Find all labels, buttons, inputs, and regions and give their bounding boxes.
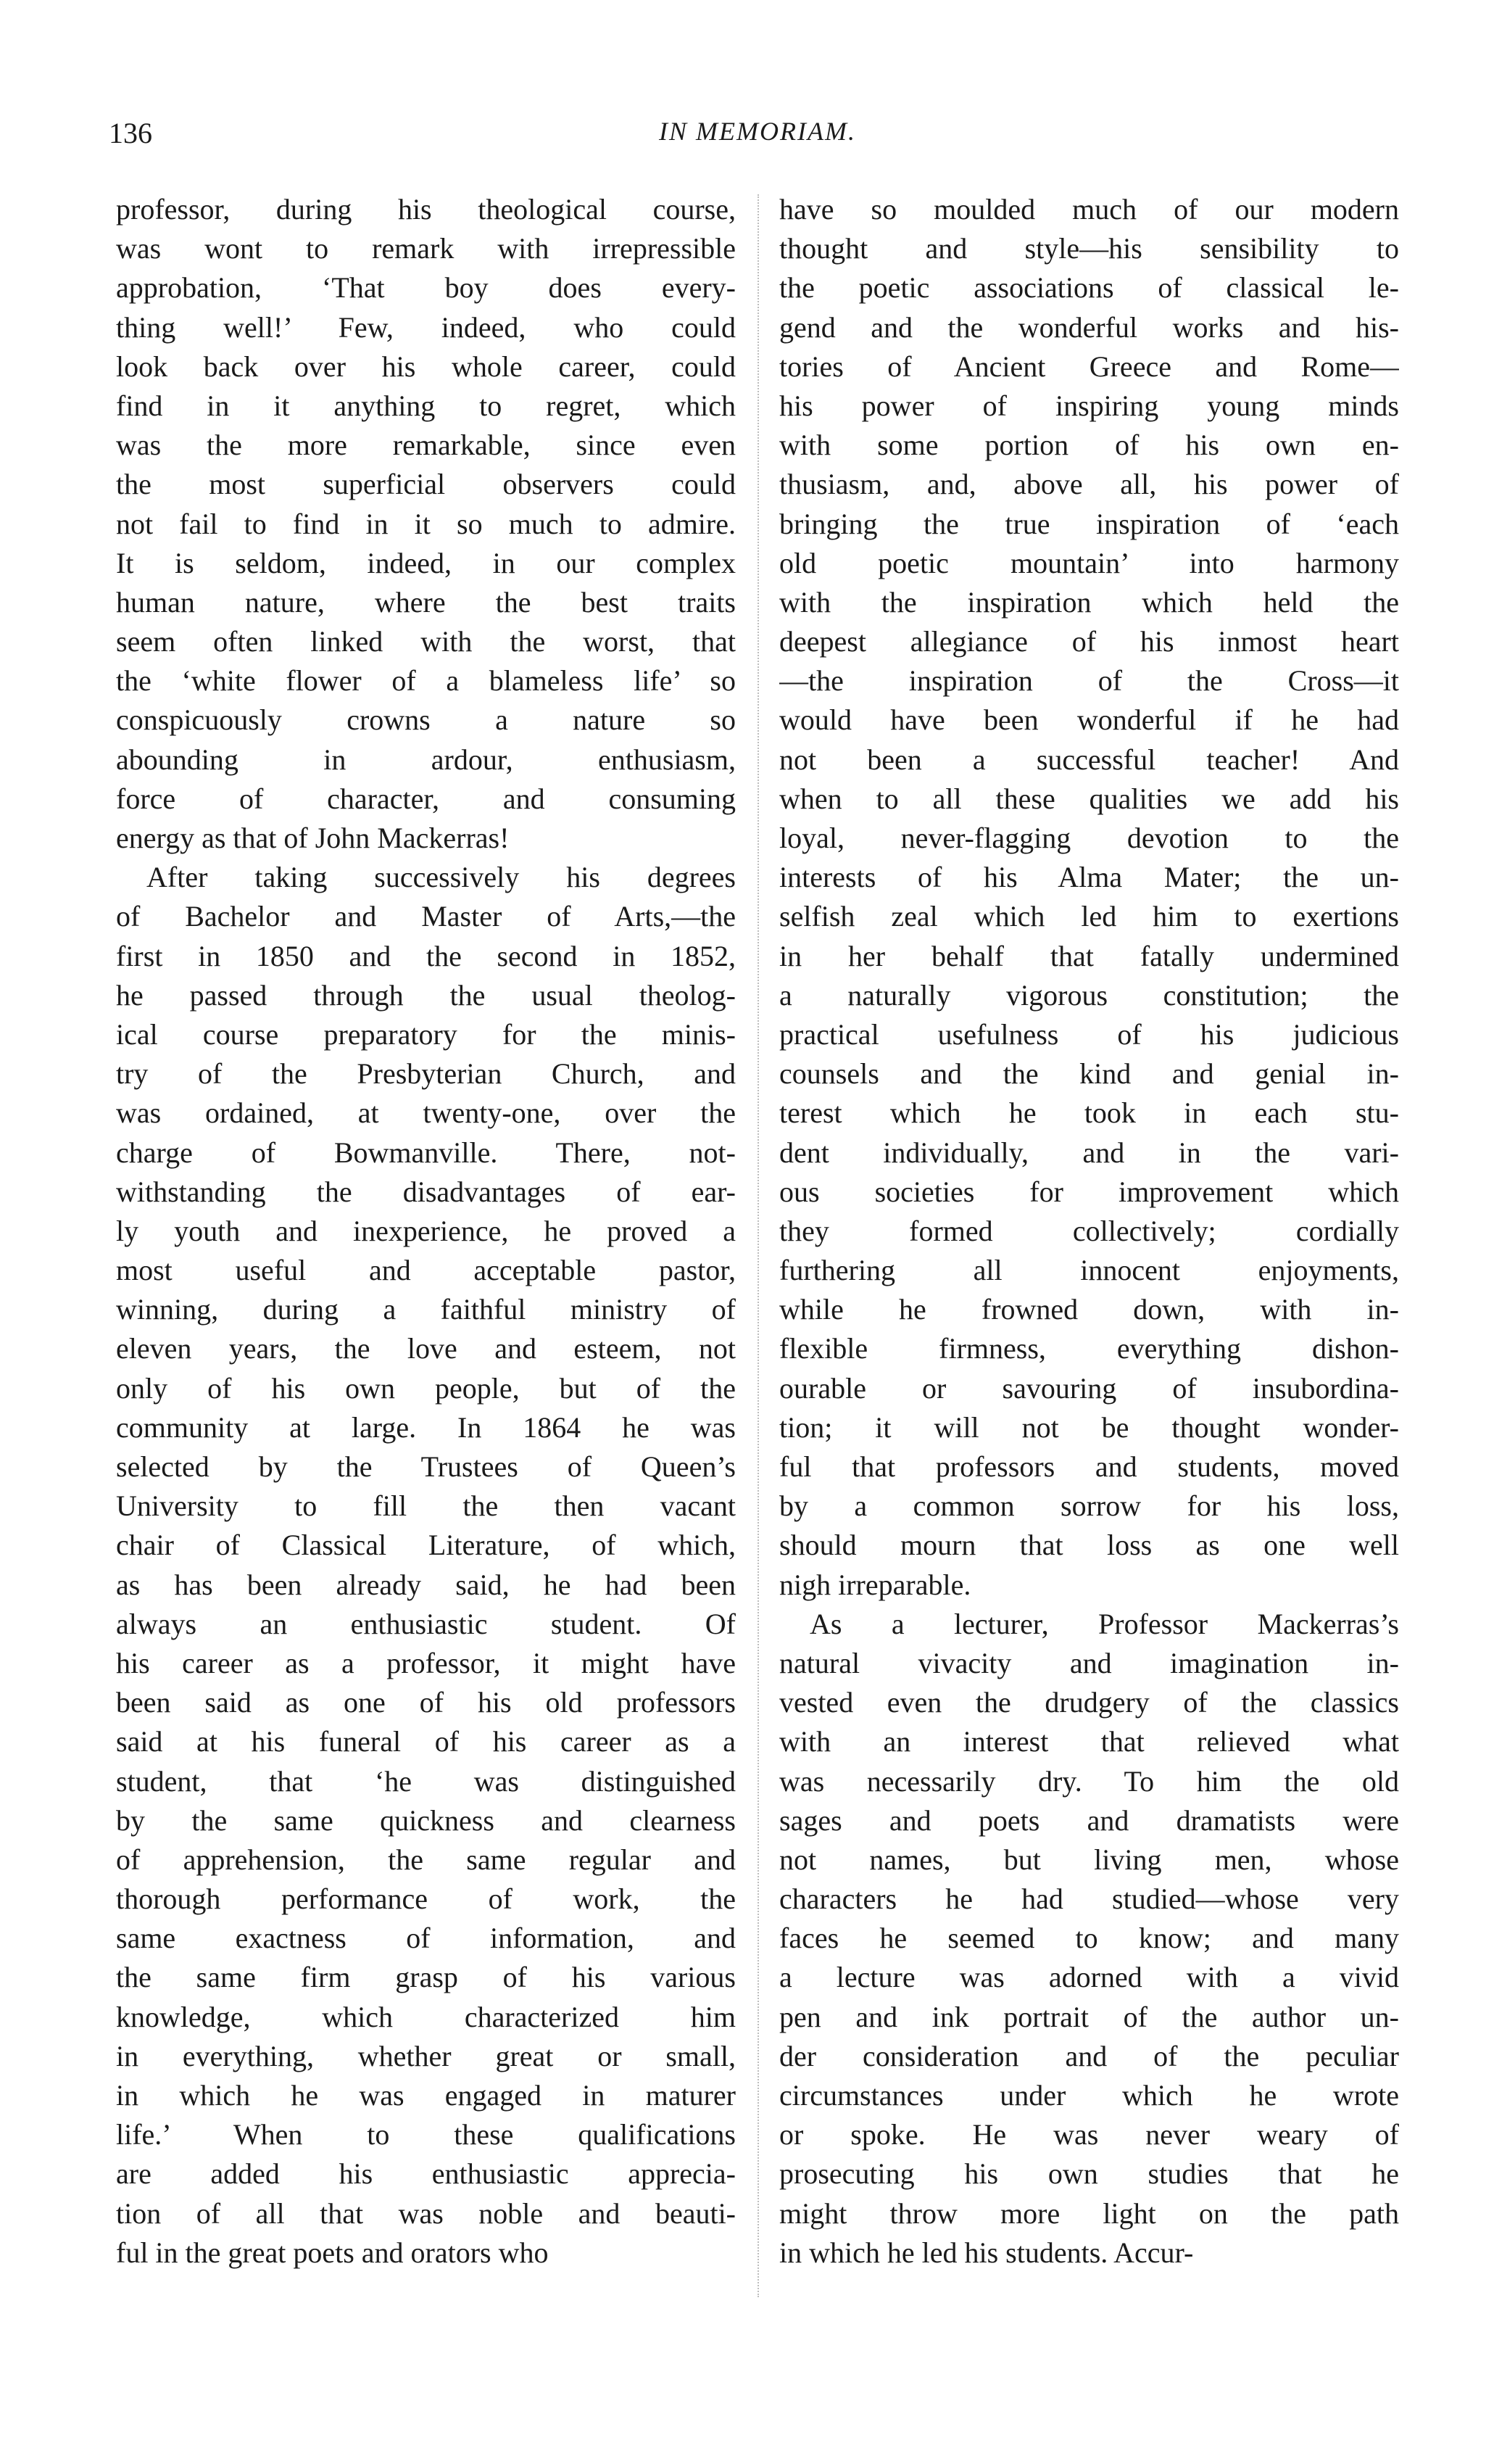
text-line: eleven years, the love and esteem, not <box>116 1332 736 1365</box>
text-line: abounding in ardour, enthusiasm, <box>116 743 736 776</box>
text-line: tories of Ancient Greece and Rome— <box>779 350 1399 383</box>
text-line: are added his enthusiastic apprecia- <box>116 2157 736 2191</box>
text-line: while he frowned down, with in- <box>779 1293 1399 1326</box>
text-line: in her behalf that fatally undermined <box>779 939 1399 972</box>
text-line: as has been already said, he had been <box>116 1568 736 1601</box>
text-line: of apprehension, the same regular and <box>116 1843 736 1876</box>
text-line: would have been wonderful if he had <box>779 703 1399 737</box>
text-line: ful that professors and students, moved <box>779 1450 1399 1483</box>
text-line: ical course preparatory for the minis- <box>116 1017 736 1051</box>
text-line: should mourn that loss as one well <box>779 1529 1399 1562</box>
text-line: his career as a professor, it might have <box>116 1646 736 1679</box>
text-line: said at his funeral of his career as a <box>116 1725 736 1758</box>
text-line: student, that ‘he was distinguished <box>116 1764 736 1798</box>
text-line: —the inspiration of the Cross—it <box>779 664 1399 698</box>
column-divider <box>758 194 759 2297</box>
text-line: they formed collectively; cordially <box>779 1214 1399 1247</box>
text-line: same exactness of information, and <box>116 1922 736 1955</box>
text-line: was necessarily dry. To him the old <box>779 1764 1399 1798</box>
text-line: faces he seemed to know; and many <box>779 1922 1399 1955</box>
text-line: After taking successively his degrees <box>146 861 736 894</box>
text-line: in which he was engaged in maturer <box>116 2079 736 2112</box>
text-line: ly youth and inexperience, he proved a <box>116 1214 736 1247</box>
text-line: of Bachelor and Master of Arts,—the <box>116 900 736 933</box>
text-line: deepest allegiance of his inmost heart <box>779 625 1399 658</box>
text-line: find in it anything to regret, which <box>116 389 736 422</box>
text-line: try of the Presbyterian Church, and <box>116 1057 736 1091</box>
text-line: interests of his Alma Mater; the un- <box>779 861 1399 894</box>
text-line: most useful and acceptable pastor, <box>116 1254 736 1287</box>
text-line: with the inspiration which held the <box>779 585 1399 619</box>
text-line: a naturally vigorous constitution; the <box>779 978 1399 1012</box>
text-line: with some portion of his own en- <box>779 429 1399 462</box>
text-line: selected by the Trustees of Queen’s <box>116 1450 736 1483</box>
text-line: thing well!’ Few, indeed, who could <box>116 310 736 344</box>
text-line: in everything, whether great or small, <box>116 2039 736 2072</box>
text-line: not fail to find in it so much to admire. <box>116 507 736 540</box>
text-line: counsels and the kind and genial in- <box>779 1057 1399 1091</box>
text-line: have so moulded much of our modern <box>779 193 1399 226</box>
text-line: he passed through the usual theolog- <box>116 978 736 1012</box>
text-line: in which he led his students. Accur- <box>779 2236 1194 2269</box>
text-line: with an interest that relieved what <box>779 1725 1399 1758</box>
text-line: seem often linked with the worst, that <box>116 625 736 658</box>
text-line: knowledge, which characterized him <box>116 2000 736 2033</box>
text-line: thorough performance of work, the <box>116 1882 736 1916</box>
text-line: der consideration and of the peculiar <box>779 2039 1399 2072</box>
text-line: the most superficial observers could <box>116 468 736 501</box>
text-line: was ordained, at twenty-one, over the <box>116 1096 736 1130</box>
text-line: might throw more light on the path <box>779 2196 1399 2230</box>
text-line: the poetic associations of classical le- <box>779 271 1399 305</box>
text-line: when to all these qualities we add his <box>779 782 1399 815</box>
text-line: terest which he took in each stu- <box>779 1096 1399 1130</box>
text-line: old poetic mountain’ into harmony <box>779 546 1399 579</box>
text-line: nigh irreparable. <box>779 1568 971 1601</box>
text-line: first in 1850 and the second in 1852, <box>116 939 736 972</box>
text-line: pen and ink portrait of the author un- <box>779 2000 1399 2033</box>
text-line: bringing the true inspiration of ‘each <box>779 507 1399 540</box>
text-line: natural vivacity and imagination in- <box>779 1646 1399 1679</box>
text-line: University to fill the then vacant <box>116 1489 736 1523</box>
text-line: look back over his whole career, could <box>116 350 736 383</box>
text-line: the ‘white flower of a blameless life’ so <box>116 664 736 698</box>
running-title: IN MEMORIAM. <box>659 117 856 146</box>
text-line: chair of Classical Literature, of which, <box>116 1529 736 1562</box>
text-line: winning, during a faithful ministry of <box>116 1293 736 1326</box>
text-line: community at large. In 1864 he was <box>116 1410 736 1444</box>
text-line: prosecuting his own studies that he <box>779 2157 1399 2191</box>
text-line: thusiasm, and, above all, his power of <box>779 468 1399 501</box>
text-line: was wont to remark with irrepressible <box>116 232 736 265</box>
text-line: or spoke. He was never weary of <box>779 2118 1399 2151</box>
text-line: selfish zeal which led him to exertions <box>779 900 1399 933</box>
text-line: ous societies for improvement which <box>779 1175 1399 1208</box>
text-line: professor, during his theological course, <box>116 193 736 226</box>
page-header <box>109 116 1406 160</box>
text-line: been said as one of his old professors <box>116 1686 736 1719</box>
text-line: withstanding the disadvantages of ear- <box>116 1175 736 1208</box>
text-line: loyal, never-flagging devotion to the <box>779 822 1399 854</box>
text-line: charge of Bowmanville. There, not- <box>116 1136 736 1169</box>
text-line: practical usefulness of his judicious <box>779 1017 1399 1051</box>
text-line: circumstances under which he wrote <box>779 2079 1399 2112</box>
text-line: thought and style—his sensibility to <box>779 232 1399 265</box>
text-line: the same firm grasp of his various <box>116 1961 736 1994</box>
text-line: As a lecturer, Professor Mackerras’s <box>810 1607 1399 1640</box>
text-line: human nature, where the best traits <box>116 585 736 619</box>
text-line: gend and the wonderful works and his- <box>779 310 1399 344</box>
text-line: tion of all that was noble and beauti- <box>116 2196 736 2230</box>
text-line: not names, but living men, whose <box>779 1843 1399 1876</box>
text-line: approbation, ‘That boy does every- <box>116 271 736 305</box>
text-line: vested even the drudgery of the classics <box>779 1686 1399 1719</box>
text-line: tion; it will not be thought wonder- <box>779 1410 1399 1444</box>
text-line: was the more remarkable, since even <box>116 429 736 462</box>
text-line: energy as that of John Mackerras! <box>116 822 510 854</box>
text-line: flexible firmness, everything dishon- <box>779 1332 1399 1365</box>
text-line: force of character, and consuming <box>116 782 736 815</box>
text-line: always an enthusiastic student. Of <box>116 1607 736 1640</box>
text-line: life.’ When to these qualifications <box>116 2118 736 2151</box>
text-line: a lecture was adorned with a vivid <box>779 1961 1399 1994</box>
text-line: sages and poets and dramatists were <box>779 1803 1399 1837</box>
text-line: his power of inspiring young minds <box>779 389 1399 422</box>
text-line: characters he had studied—whose very <box>779 1882 1399 1916</box>
text-line: ourable or savouring of insubordina- <box>779 1371 1399 1405</box>
right-column <box>779 190 1399 2307</box>
text-line: only of his own people, but of the <box>116 1371 736 1405</box>
text-line: by a common sorrow for his loss, <box>779 1489 1399 1523</box>
text-line: by the same quickness and clearness <box>116 1803 736 1837</box>
text-line: conspicuously crowns a nature so <box>116 703 736 737</box>
page-number: 136 <box>109 117 152 149</box>
text-line: ful in the great poets and orators who <box>116 2236 549 2269</box>
text-line: not been a successful teacher! And <box>779 743 1399 776</box>
text-line: dent individually, and in the vari- <box>779 1136 1399 1169</box>
text-line: furthering all innocent enjoyments, <box>779 1254 1399 1287</box>
left-column <box>116 190 736 2307</box>
text-line: It is seldom, indeed, in our complex <box>116 546 736 579</box>
